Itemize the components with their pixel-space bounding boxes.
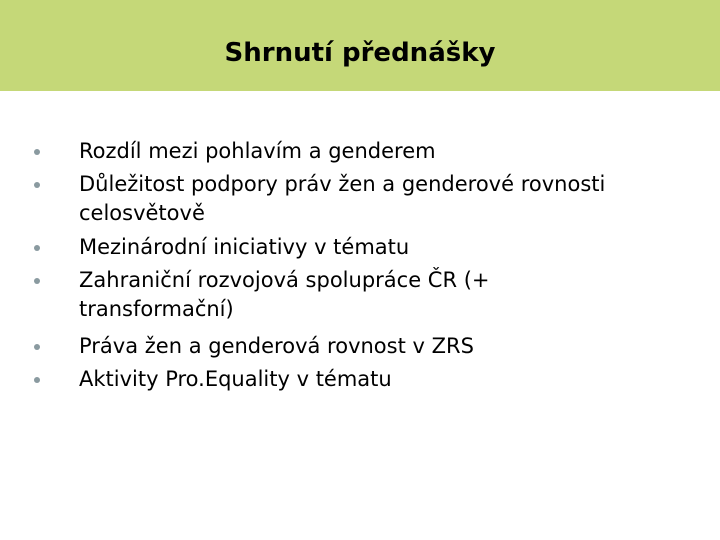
bullet-text: Aktivity Pro.Equality v tématu [79,367,392,391]
bullet-icon [34,377,40,383]
bullet-icon [34,182,40,188]
bullet-text: Mezinárodní iniciativy v tématu [79,235,410,259]
bullet-icon [34,278,40,284]
bullet-icon [34,344,40,350]
bullet-icon [34,149,40,155]
bullet-text: Rozdíl mezi pohlavím a genderem [79,139,436,163]
bullet-text: Zahraniční rozvojová spolupráce ČR (+ transformační) [79,268,490,321]
bullet-text: Práva žen a genderová rovnost v ZRS [79,334,474,358]
bullet-icon [34,245,40,251]
slide-title: Shrnutí přednášky [224,38,496,68]
bullet-text: Důležitost podpory práv žen a genderové rovnosti celosvětově [79,172,606,225]
